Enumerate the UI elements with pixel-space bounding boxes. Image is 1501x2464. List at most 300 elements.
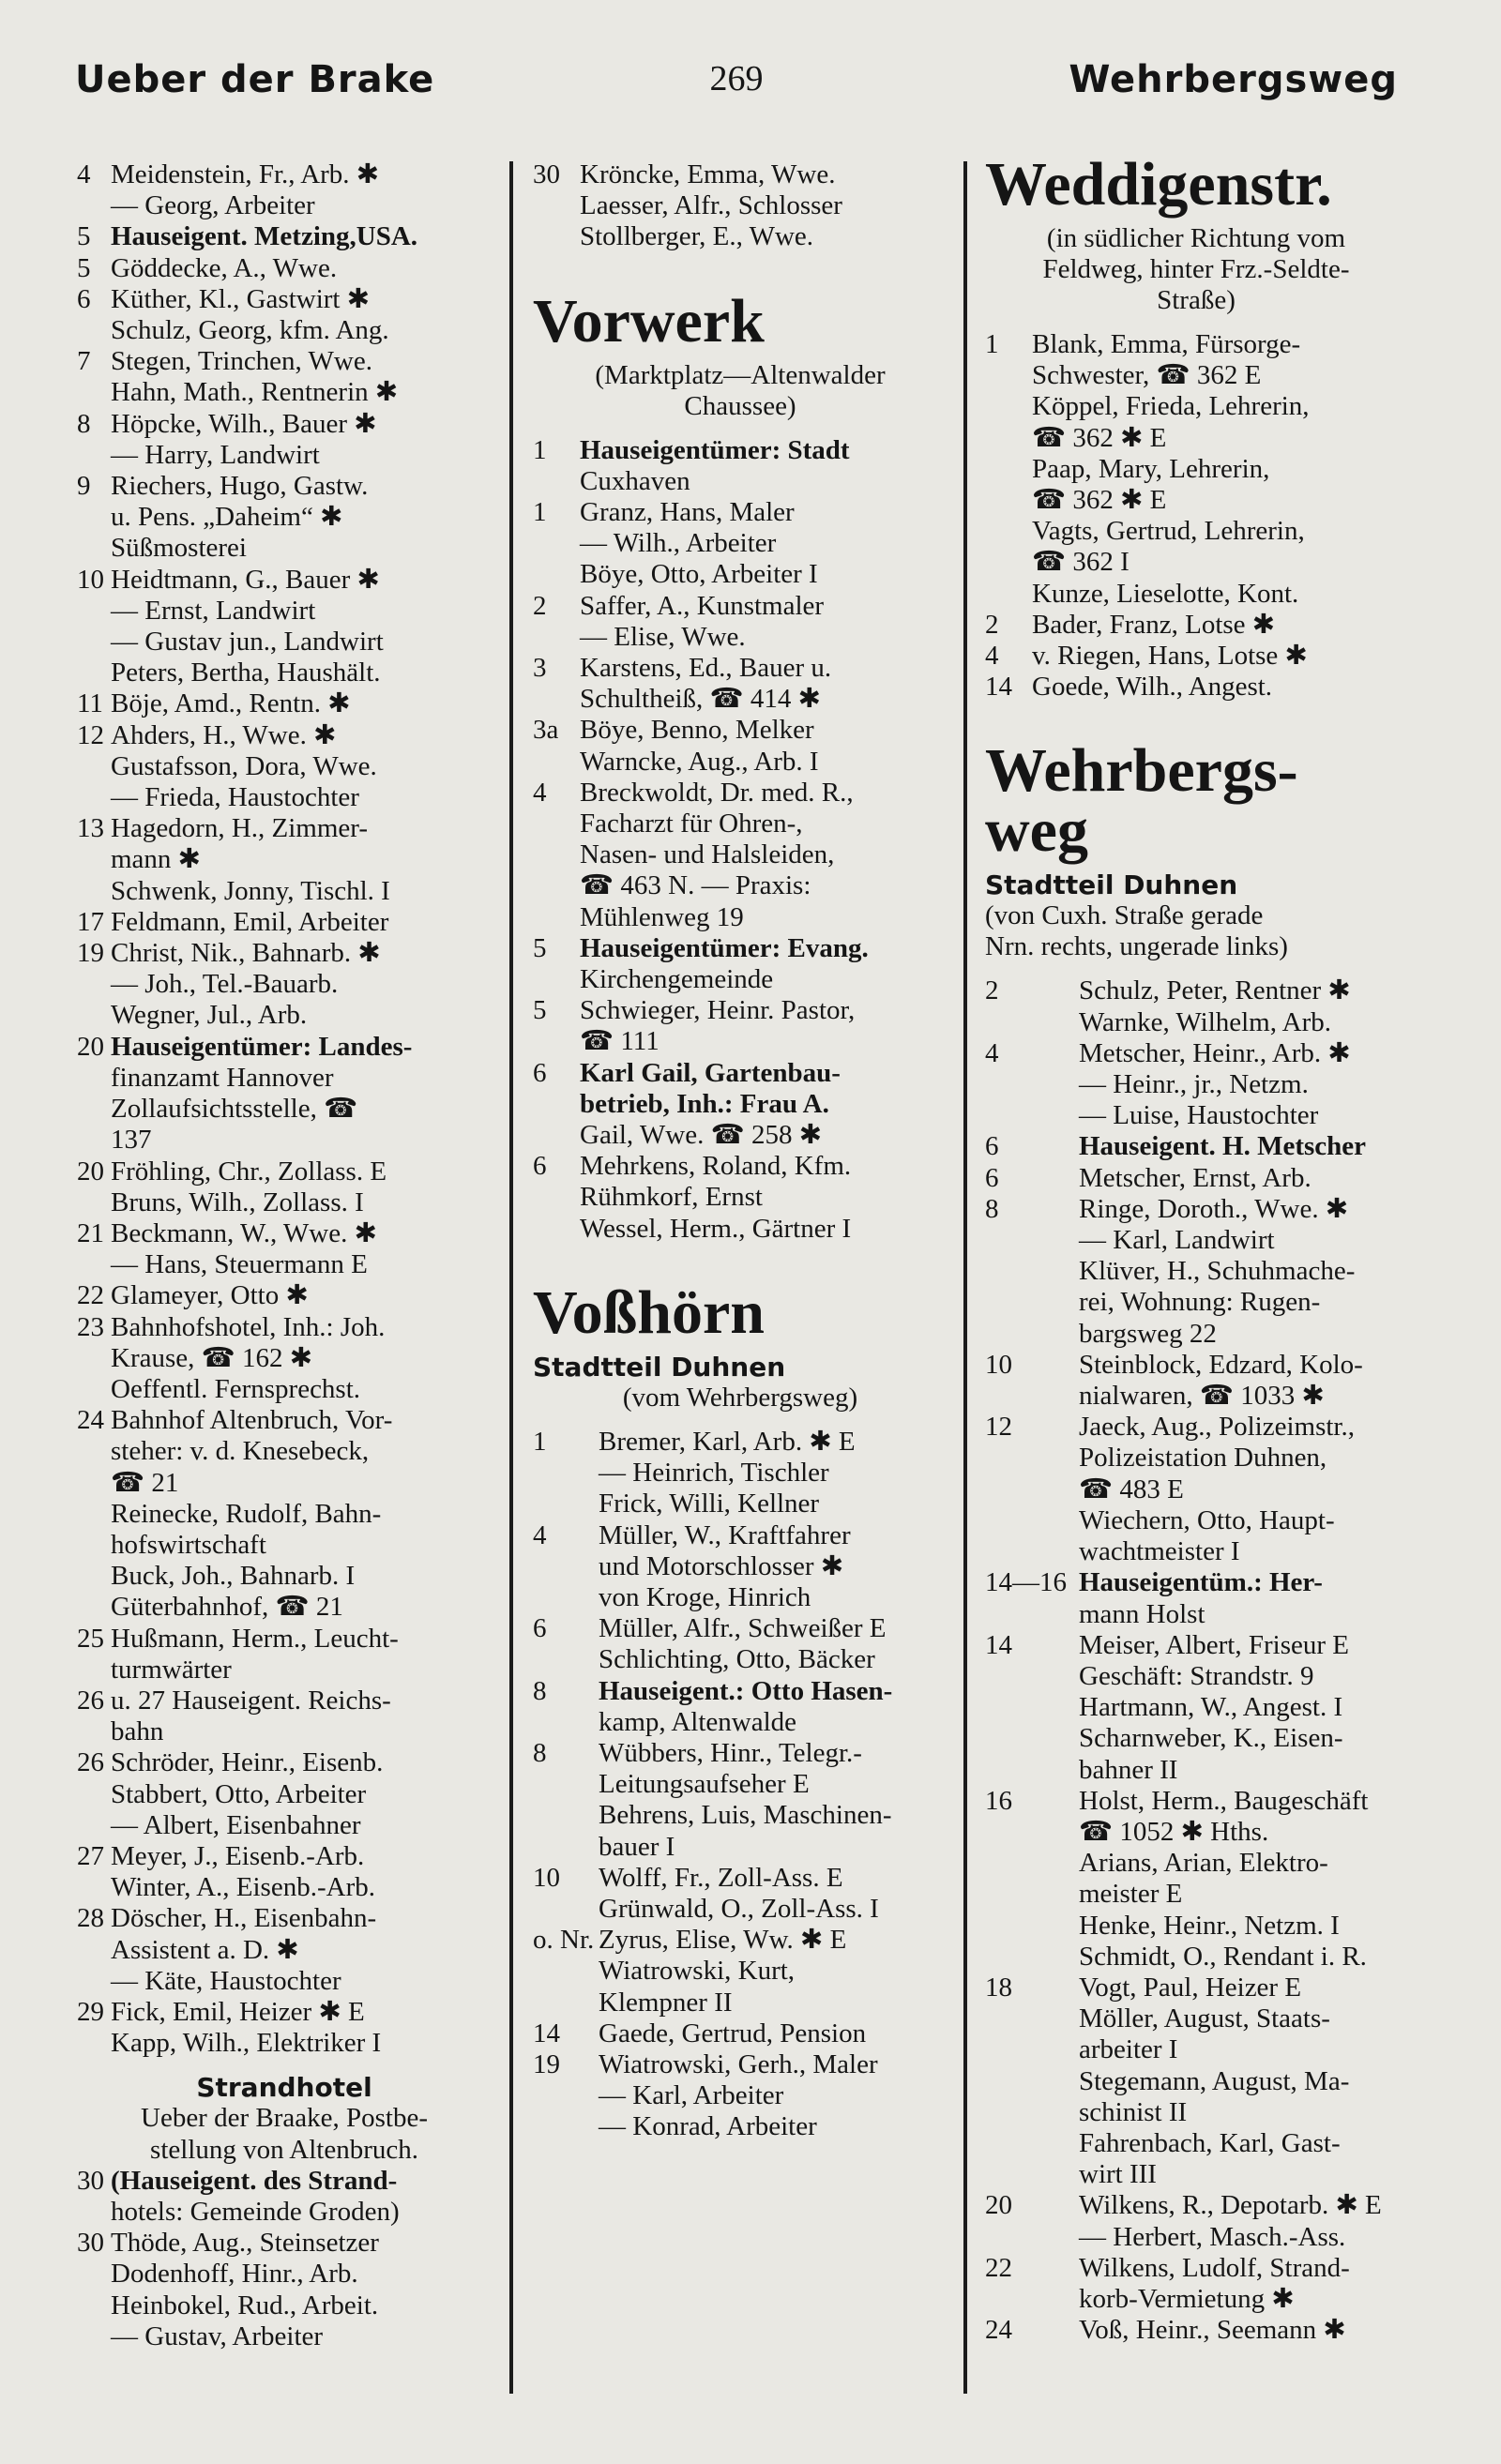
- listing-entry: [77, 1499, 492, 1530]
- listing-entry: [77, 1249, 492, 1280]
- resident-text: — Albert, Eisenbahner: [111, 1809, 361, 1840]
- resident-text: ☎ 1052 ✱ Hths.: [1079, 1816, 1269, 1847]
- listing-entry: [533, 1551, 948, 1582]
- listing-entry: [985, 1007, 1407, 1038]
- resident-text: Döscher, H., Eisenbahn-: [111, 1903, 377, 1934]
- column-1: [77, 159, 492, 2352]
- listing-entry: [533, 933, 948, 964]
- listing-entry: [77, 253, 492, 284]
- resident-text: hofswirtschaft: [111, 1529, 266, 1560]
- listing-entry: [77, 190, 492, 221]
- resident-text: Gail, Wwe. ☎ 258 ✱: [580, 1120, 823, 1151]
- strandhotel-line-1: Ueber der Braake, Postbe-: [141, 2103, 428, 2134]
- resident-text: Meiser, Albert, Friseur E: [1079, 1629, 1349, 1660]
- listing-entry: [985, 672, 1407, 703]
- house-number: 12: [77, 719, 104, 750]
- house-number: 28: [77, 1903, 104, 1934]
- listing-entry: [77, 1779, 492, 1810]
- resident-text: Süßmosterei: [111, 533, 247, 564]
- listing-entry: [985, 1848, 1407, 1879]
- listing-entry: [985, 1942, 1407, 1973]
- listing-entry: [985, 1786, 1407, 1817]
- house-number: 26: [77, 1685, 104, 1716]
- resident-text: 137: [111, 1125, 152, 1156]
- listing-entry: [77, 1156, 492, 1187]
- resident-text: Böje, Amd., Rentn. ✱: [111, 688, 351, 719]
- listing-entry: [77, 2166, 492, 2197]
- listing-entry: [77, 1561, 492, 1592]
- listing-entry: [985, 1630, 1407, 1661]
- listing-entry: [77, 2028, 492, 2059]
- resident-text: ☎ 21: [111, 1467, 179, 1498]
- resident-text: Gustafsson, Dora, Wwe.: [111, 750, 377, 781]
- house-number: 30: [533, 159, 560, 189]
- resident-text: Bremer, Karl, Arb. ✱ E: [599, 1426, 856, 1457]
- resident-text: rei, Wohnung: Rugen-: [1079, 1287, 1321, 1318]
- listing-entry: [533, 528, 948, 559]
- resident-text: Assistent a. D. ✱: [111, 1934, 299, 1965]
- resident-text: Wolff, Fr., Zoll-Ass. E: [599, 1862, 843, 1893]
- listing-entry: [533, 559, 948, 590]
- listing-entry: [77, 1997, 492, 2028]
- resident-text: Hauseigentümer: Evang.: [580, 932, 869, 963]
- listing-entry: [77, 1218, 492, 1249]
- listing-entry: [77, 688, 492, 719]
- resident-text: bauer I: [599, 1831, 675, 1862]
- resident-text: Kunze, Lieselotte, Kont.: [1032, 578, 1299, 609]
- house-number: 4: [985, 1037, 999, 1068]
- resident-text: wachtmeister I: [1079, 1536, 1240, 1567]
- listing-entry: [77, 1935, 492, 1966]
- listing-entry: [533, 1026, 948, 1057]
- listing-entry: [77, 1032, 492, 1063]
- listing-entry: [533, 190, 948, 221]
- listing-entry: [77, 533, 492, 564]
- listing-entry: [985, 1069, 1407, 1100]
- house-number: 2: [985, 609, 999, 640]
- listing-entry: [77, 1966, 492, 1997]
- listing-entry: [533, 1214, 948, 1245]
- resident-text: korb-Vermietung ✱: [1079, 2283, 1295, 2314]
- listing-entry: [77, 1187, 492, 1218]
- resident-text: — Elise, Wwe.: [580, 621, 746, 652]
- listing-entry: [533, 1676, 948, 1707]
- resident-text: Heinbokel, Rud., Arbeit.: [111, 2290, 379, 2320]
- resident-text: — Joh., Tel.-Bauarb.: [111, 969, 339, 1000]
- resident-text: — Georg, Arbeiter: [111, 190, 315, 221]
- listing-entry: [985, 1131, 1407, 1162]
- resident-text: Voß, Heinr., Seemann ✱: [1079, 2315, 1346, 2346]
- listing-entry: [77, 1436, 492, 1467]
- resident-text: — Ernst, Landwirt: [111, 595, 316, 626]
- listing-entry: [77, 1903, 492, 1934]
- resident-text: Hauseigent. H. Metscher: [1079, 1131, 1367, 1162]
- vorwerk-entries: [533, 435, 948, 1245]
- listing-entry: [77, 720, 492, 751]
- listing-entry: [77, 502, 492, 533]
- street-title-weddigenstr: Weddigenstr.: [985, 150, 1332, 219]
- listing-entry: [77, 1343, 492, 1374]
- listing-entry: [77, 1530, 492, 1561]
- resident-text: Dodenhoff, Hinr., Arb.: [111, 2259, 358, 2290]
- listing-entry: [985, 1256, 1407, 1287]
- wehrbergsweg-entries: [985, 975, 1407, 2346]
- listing-entry: [985, 1505, 1407, 1536]
- listing-entry: [77, 1872, 492, 1903]
- resident-text: Schlichting, Otto, Bäcker: [599, 1644, 875, 1675]
- listing-entry: [985, 1381, 1407, 1412]
- listing-entry: [985, 1412, 1407, 1443]
- listing-entry: [985, 2003, 1407, 2034]
- listing-entry: [77, 377, 492, 408]
- vorwerk-sub-1: (Marktplatz—Altenwalder: [595, 359, 886, 390]
- resident-text: turmwärter: [111, 1654, 232, 1685]
- resident-text: Reinecke, Rudolf, Bahn-: [111, 1498, 382, 1529]
- resident-text: — Gustav, Arbeiter: [111, 2320, 324, 2351]
- listing-entry: [77, 1655, 492, 1685]
- house-number: 2: [985, 975, 999, 1006]
- resident-text: Laesser, Alfr., Schlosser: [580, 190, 842, 221]
- column-2: [533, 159, 948, 2143]
- resident-text: Paap, Mary, Lehrerin,: [1032, 453, 1270, 484]
- listing-entry: [985, 610, 1407, 641]
- house-number: 3: [533, 653, 547, 684]
- resident-text: Gaede, Gertrud, Pension: [599, 2018, 867, 2048]
- house-number: 4: [533, 1519, 547, 1550]
- listing-entry: [77, 876, 492, 907]
- resident-text: Wiechern, Otto, Haupt-: [1079, 1504, 1335, 1535]
- listing-entry: [77, 1716, 492, 1747]
- listing-entry: [985, 547, 1407, 578]
- resident-text: Wilkens, R., Depotarb. ✱ E: [1079, 2190, 1382, 2221]
- house-number: 6: [985, 1131, 999, 1162]
- resident-text: Stegen, Trinchen, Wwe.: [111, 346, 372, 377]
- strandhotel-entries: [77, 2166, 492, 2352]
- resident-text: meister E: [1079, 1879, 1183, 1910]
- listing-entry: [985, 579, 1407, 610]
- listing-entry: [77, 2197, 492, 2228]
- house-number: 8: [533, 1675, 547, 1706]
- column-divider-1: [509, 161, 513, 2394]
- street-title-wehrbergsweg-1: Wehrbergs-: [985, 736, 1298, 806]
- listing-entry: [533, 497, 948, 528]
- resident-text: Polizeistation Duhnen,: [1079, 1443, 1327, 1474]
- resident-text: ☎ 111: [580, 1026, 660, 1057]
- house-number: o. Nr.: [533, 1925, 595, 1956]
- resident-text: — Hans, Steuermann E: [111, 1249, 368, 1280]
- resident-text: kamp, Altenwalde: [599, 1706, 797, 1737]
- resident-text: Hauseigentüm.: Her-: [1079, 1567, 1323, 1598]
- listing-entry: [533, 1894, 948, 1925]
- resident-text: Schmidt, O., Rendant i. R.: [1079, 1941, 1367, 1972]
- listing-entry: [77, 159, 492, 190]
- header-right-street: Wehrbergsweg: [1069, 58, 1398, 101]
- listing-entry: [533, 1956, 948, 1987]
- vorwerk-sub-2: Chaussee): [684, 390, 796, 421]
- page-number: 269: [709, 59, 764, 98]
- listing-entry: [985, 454, 1407, 485]
- resident-text: wirt III: [1079, 2159, 1157, 2190]
- house-number: 21: [77, 1217, 104, 1248]
- house-number: 4: [77, 159, 91, 189]
- house-number: 14: [985, 672, 1012, 703]
- resident-text: Bahnhofshotel, Inh.: Joh.: [111, 1311, 386, 1342]
- resident-text: Böye, Otto, Arbeiter I: [580, 559, 818, 590]
- resident-text: Böye, Benno, Melker: [580, 715, 814, 746]
- resident-text: Stabbert, Otto, Arbeiter: [111, 1778, 367, 1809]
- listing-entry: [77, 409, 492, 440]
- strandhotel-title: Strandhotel: [196, 2072, 372, 2104]
- resident-text: mann ✱: [111, 844, 201, 875]
- house-number: 22: [985, 2252, 1012, 2283]
- resident-text: — Harry, Landwirt: [111, 439, 320, 470]
- listing-entry: [77, 658, 492, 688]
- resident-text: Höpcke, Wilh., Bauer ✱: [111, 408, 377, 439]
- resident-text: Oeffentl. Fernsprechst.: [111, 1373, 361, 1404]
- house-number: 1: [533, 434, 547, 465]
- resident-text: finanzamt Hannover: [111, 1062, 334, 1093]
- house-number: 10: [77, 564, 104, 595]
- resident-text: — Karl, Landwirt: [1079, 1225, 1275, 1256]
- listing-entry: [77, 315, 492, 346]
- house-number: 6: [533, 1057, 547, 1088]
- resident-text: Breckwoldt, Dr. med. R.,: [580, 777, 854, 808]
- resident-text: Warnke, Wilhelm, Arb.: [1079, 1006, 1331, 1037]
- listing-entry: [77, 1000, 492, 1031]
- resident-text: Schröder, Heinr., Eisenb.: [111, 1747, 384, 1778]
- listing-entry: [533, 809, 948, 839]
- house-number: 1: [985, 329, 999, 359]
- house-number: 30: [77, 2165, 104, 2196]
- resident-text: Feldmann, Emil, Arbeiter: [111, 906, 389, 937]
- resident-text: Granz, Hans, Maler: [580, 497, 795, 528]
- listing-entry: [533, 1644, 948, 1675]
- resident-text: Meyer, J., Eisenb.-Arb.: [111, 1840, 365, 1871]
- listing-entry: [77, 1312, 492, 1343]
- resident-text: Fick, Emil, Heizer ✱ E: [111, 1996, 365, 2027]
- listing-entry: [533, 1800, 948, 1831]
- listing-entry: [985, 2222, 1407, 2253]
- house-number: 3a: [533, 715, 559, 746]
- house-number: 6: [533, 1151, 547, 1182]
- listing-entry: [985, 1879, 1407, 1910]
- resident-text: Küther, Kl., Gastwirt ✱: [111, 283, 371, 314]
- listing-entry: [985, 2253, 1407, 2284]
- listing-entry: [77, 1125, 492, 1156]
- house-number: 2: [533, 590, 547, 621]
- resident-text: Peters, Bertha, Haushält.: [111, 658, 381, 688]
- listing-entry: [77, 969, 492, 1000]
- resident-text: schinist II: [1079, 2096, 1188, 2127]
- resident-text: Cuxhaven: [580, 465, 690, 496]
- resident-text: Riechers, Hugo, Gastw.: [111, 471, 369, 502]
- listing-entry: [77, 1810, 492, 1841]
- resident-text: Mühlenweg 19: [580, 901, 744, 932]
- listing-entry: [77, 565, 492, 596]
- listing-entry: [533, 1151, 948, 1182]
- resident-text: Güterbahnhof, ☎ 21: [111, 1592, 343, 1623]
- listing-entry: [533, 1458, 948, 1489]
- listing-entry: [985, 1225, 1407, 1256]
- listing-entry: [77, 1685, 492, 1716]
- listing-entry: [985, 1100, 1407, 1131]
- resident-text: ☎ 483 E: [1079, 1474, 1184, 1504]
- resident-text: Zyrus, Elise, Ww. ✱ E: [599, 1925, 847, 1956]
- listing-entry: [533, 1863, 948, 1894]
- listing-entry: [985, 1973, 1407, 2003]
- listing-entry: [77, 907, 492, 938]
- listing-entry: [533, 159, 948, 190]
- resident-text: Kröncke, Emma, Wwe.: [580, 159, 836, 189]
- resident-text: Grünwald, O., Zoll-Ass. I: [599, 1893, 879, 1924]
- resident-text: Krause, ☎ 162 ✱: [111, 1342, 313, 1373]
- resident-text: — Wilh., Arbeiter: [580, 528, 777, 559]
- listing-entry: [533, 2018, 948, 2049]
- house-number: 14: [985, 1629, 1012, 1660]
- listing-entry: [985, 1723, 1407, 1754]
- house-number: 24: [77, 1405, 104, 1436]
- resident-text: u. 27 Hauseigent. Reichs-: [111, 1685, 391, 1716]
- listing-entry: [77, 346, 492, 377]
- resident-text: Bader, Franz, Lotse ✱: [1032, 609, 1276, 640]
- house-number: 5: [533, 995, 547, 1026]
- house-number: 5: [77, 252, 91, 283]
- resident-text: Metscher, Ernst, Arb.: [1079, 1162, 1311, 1193]
- house-number: 6: [985, 1162, 999, 1193]
- house-number: 16: [985, 1785, 1012, 1816]
- listing-entry: [77, 813, 492, 844]
- resident-text: Beckmann, W., Wwe. ✱: [111, 1217, 377, 1248]
- resident-text: Klüver, H., Schuhmache-: [1079, 1256, 1356, 1287]
- listing-entry: [77, 2321, 492, 2352]
- listing-entry: [533, 653, 948, 684]
- listing-entry: [533, 995, 948, 1026]
- resident-text: Hagedorn, H., Zimmer-: [111, 813, 369, 844]
- listing-entry: [533, 1427, 948, 1458]
- house-number: 6: [533, 1613, 547, 1644]
- listing-entry: [533, 778, 948, 809]
- house-number: 14—16: [985, 1567, 1067, 1598]
- street-title-wehrbergsweg-2: weg: [985, 796, 1088, 866]
- house-number: 8: [77, 408, 91, 439]
- resident-text: Bruns, Wilh., Zollass. I: [111, 1187, 364, 1217]
- resident-text: Geschäft: Strandstr. 9: [1079, 1660, 1314, 1691]
- listing-entry: [77, 221, 492, 252]
- resident-text: und Motorschlosser ✱: [599, 1550, 844, 1581]
- listing-entry: [985, 2315, 1407, 2346]
- resident-text: Henke, Heinr., Netzm. I: [1079, 1910, 1340, 1941]
- resident-text: bahner II: [1079, 1754, 1178, 1785]
- listing-entry: [533, 622, 948, 653]
- listing-entry: [533, 1489, 948, 1519]
- house-number: 5: [77, 221, 91, 252]
- wehrbergsweg-district: Stadtteil Duhnen: [985, 869, 1238, 901]
- listing-entry: [77, 2290, 492, 2321]
- weddigen-sub-3: Straße): [1157, 285, 1236, 315]
- listing-entry: [985, 1443, 1407, 1474]
- resident-text: Klempner II: [599, 1987, 733, 2018]
- resident-text: Hauseigentümer: Landes-: [111, 1031, 413, 1062]
- street-title-vorwerk: Vorwerk: [533, 286, 765, 355]
- resident-text: Thöde, Aug., Steinsetzer: [111, 2228, 379, 2259]
- resident-text: Frick, Willi, Kellner: [599, 1489, 820, 1519]
- resident-text: Karl Gail, Gartenbau-: [580, 1057, 841, 1088]
- house-number: 25: [77, 1623, 104, 1654]
- listing-entry: [985, 2066, 1407, 2097]
- listing-entry: [985, 485, 1407, 516]
- wehrbergsweg-sub-2: Nrn. rechts, ungerade links): [985, 931, 1288, 962]
- resident-text: Warncke, Aug., Arb. I: [580, 746, 819, 777]
- resident-text: Köppel, Frieda, Lehrerin,: [1032, 391, 1310, 422]
- resident-text: Zollaufsichtsstelle, ☎: [111, 1094, 358, 1125]
- resident-text: Buck, Joh., Bahnarb. I: [111, 1561, 356, 1592]
- resident-text: Nasen- und Halsleiden,: [580, 839, 835, 870]
- house-number: 18: [985, 1972, 1012, 2003]
- listing-entry: [77, 1468, 492, 1499]
- listing-entry: [985, 1474, 1407, 1505]
- resident-text: Winter, A., Eisenb.-Arb.: [111, 1872, 375, 1903]
- listing-entry: [985, 329, 1407, 360]
- listing-entry: [533, 2049, 948, 2080]
- listing-entry: [533, 715, 948, 746]
- resident-text: Scharnweber, K., Eisen-: [1079, 1723, 1343, 1754]
- listing-entry: [533, 2080, 948, 2111]
- resident-text: bahn: [111, 1716, 164, 1747]
- resident-text: Blank, Emma, Fürsorge-: [1032, 329, 1301, 359]
- col1-entries: [77, 159, 492, 2059]
- house-number: 13: [77, 813, 104, 844]
- resident-text: — Gustav jun., Landwirt: [111, 627, 384, 658]
- resident-text: Kapp, Wilh., Elektriker I: [111, 2028, 382, 2059]
- listing-entry: [985, 1755, 1407, 1786]
- resident-text: betrieb, Inh.: Frau A.: [580, 1088, 829, 1119]
- resident-text: Jaeck, Aug., Polizeimstr.,: [1079, 1412, 1355, 1443]
- listing-entry: [77, 471, 492, 502]
- listing-entry: [77, 1747, 492, 1778]
- resident-text: Hauseigent.: Otto Hasen-: [599, 1675, 893, 1706]
- column-divider-2: [963, 161, 967, 2394]
- listing-entry: [533, 1582, 948, 1613]
- house-number: 11: [77, 688, 103, 719]
- listing-entry: [77, 1374, 492, 1405]
- house-number: 1: [533, 1426, 547, 1457]
- weddigen-sub-2: Feldweg, hinter Frz.-Seldte-: [1042, 254, 1350, 284]
- listing-entry: [77, 938, 492, 969]
- resident-text: Schwester, ☎ 362 E: [1032, 360, 1262, 391]
- resident-text: Behrens, Luis, Maschinen-: [599, 1800, 892, 1831]
- listing-entry: [77, 2259, 492, 2290]
- listing-entry: [985, 360, 1407, 391]
- listing-entry: [985, 1661, 1407, 1692]
- house-number: 8: [533, 1737, 547, 1768]
- weddigen-sub-1: (in südlicher Richtung vom: [1046, 223, 1346, 253]
- street-title-vosshoern: Voßhörn: [533, 1277, 766, 1347]
- resident-text: Schulz, Georg, kfm. Ang.: [111, 315, 389, 346]
- listing-entry: [985, 1287, 1407, 1318]
- listing-entry: [985, 2128, 1407, 2159]
- resident-text: v. Riegen, Hans, Lotse ✱: [1032, 641, 1308, 672]
- listing-entry: [985, 1599, 1407, 1630]
- resident-text: Saffer, A., Kunstmaler: [580, 590, 825, 621]
- resident-text: Wübbers, Hinr., Telegr.-: [599, 1737, 862, 1768]
- resident-text: Heidtmann, G., Bauer ✱: [111, 564, 380, 595]
- listing-entry: [985, 1567, 1407, 1598]
- resident-text: Fahrenbach, Karl, Gast-: [1079, 2127, 1341, 2158]
- resident-text: mann Holst: [1079, 1598, 1205, 1629]
- resident-text: Schultheiß, ☎ 414 ✱: [580, 684, 821, 715]
- resident-text: ☎ 362 ✱ E: [1032, 422, 1167, 453]
- house-number: 17: [77, 906, 104, 937]
